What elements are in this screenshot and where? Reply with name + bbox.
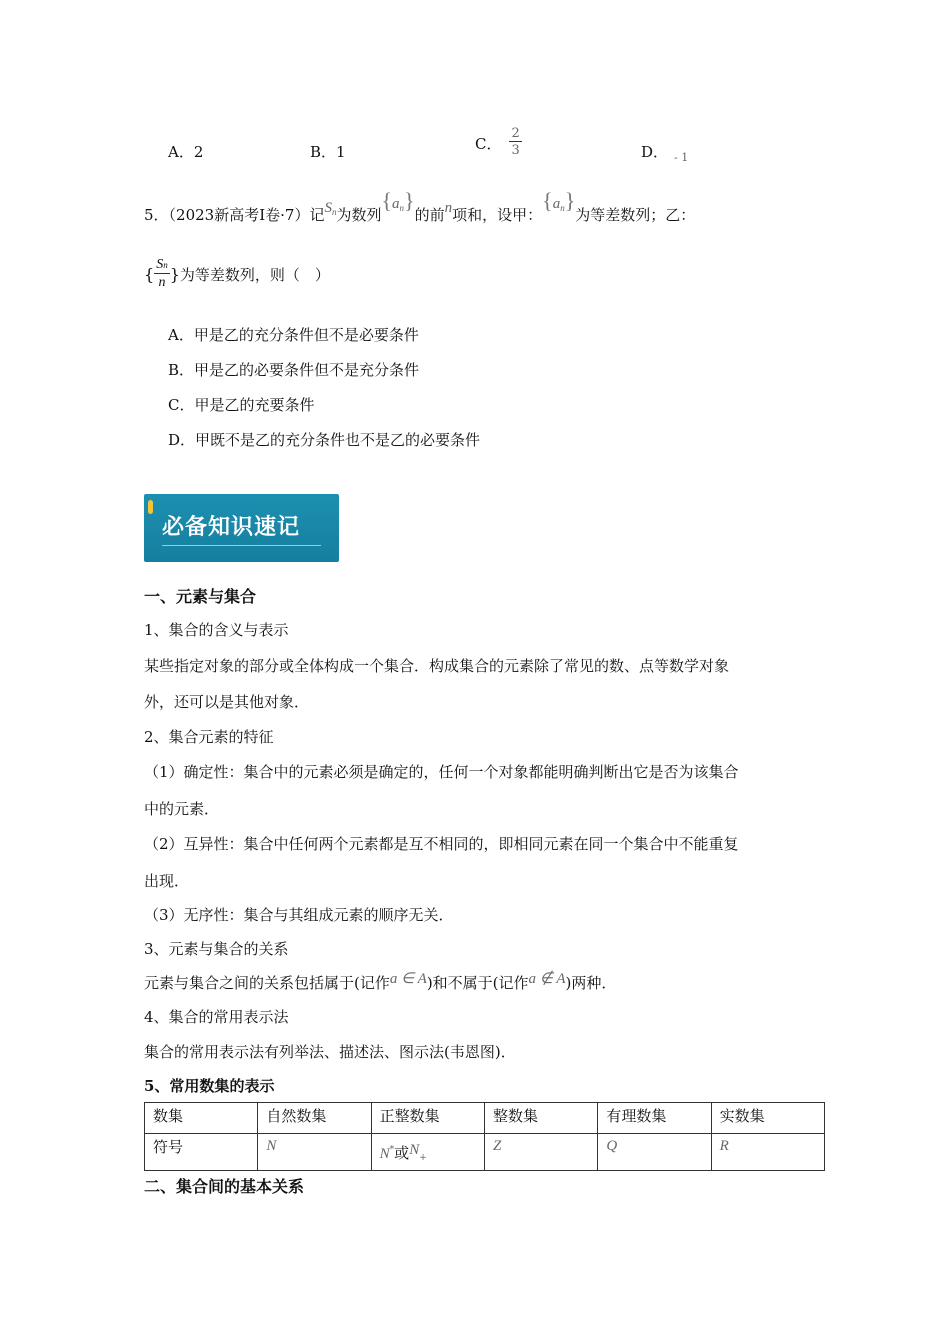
- table-cell-rational: Q: [598, 1134, 711, 1171]
- p1-title: 1、集合的含义与表示: [144, 621, 289, 639]
- q5-stem-line2: { $\frac{Sn}{n}$ } 为等差数列，则（ ）: [144, 257, 330, 290]
- table-header-cell: 自然数集: [258, 1103, 371, 1134]
- q5-choice-b: B．甲是乙的必要条件但不是充分条件: [168, 361, 420, 379]
- p4-title: 4、集合的常用表示法: [144, 1008, 289, 1026]
- p5-title: 5、常用数集的表示: [144, 1077, 275, 1095]
- banner-accent: [148, 500, 153, 514]
- p1-line2: 外，还可以是其他对象．: [144, 693, 310, 711]
- table-header-cell: 有理数集: [598, 1103, 711, 1134]
- table-header-cell: 数集: [145, 1103, 258, 1134]
- q4-option-c: C． $\frac{2}{3}$: [475, 126, 520, 158]
- section1-heading: 一、元素与集合: [144, 587, 257, 606]
- banner-title: 必备知识速记: [162, 515, 301, 540]
- table-header-cell: 实数集: [711, 1103, 824, 1134]
- table-cell-integer: Z: [484, 1134, 597, 1171]
- table-row: [145, 1134, 825, 1171]
- knowledge-banner: [144, 494, 339, 562]
- q4-option-d: D． $_{- 1}$: [641, 143, 689, 164]
- table-cell-natural: N: [258, 1134, 371, 1171]
- table-header-row: [145, 1103, 825, 1134]
- p2-item1-line1: （1）确定性：集合中的元素必须是确定的，任何一个对象都能明确判断出它是否为该集合: [144, 763, 739, 781]
- p3-line: 元素与集合之间的关系包括属于(记作a ∈ A)和不属于(记作a ∉ A)两种．: [144, 971, 617, 992]
- p2-item1-line2: 中的元素．: [144, 800, 220, 818]
- p3-title: 3、元素与集合的关系: [144, 940, 289, 958]
- table-cell-positive: N*或N+: [371, 1134, 484, 1171]
- banner-underline: [162, 545, 321, 546]
- q5-choice-d: D．甲既不是乙的充分条件也不是乙的必要条件: [168, 431, 481, 449]
- p2-item2-line2: 出现．: [144, 872, 190, 890]
- section2-heading: 二、集合间的基本关系: [144, 1177, 305, 1196]
- q5-stem-line1: 5．（2023新高考Ⅰ卷·7）记$S_n$为数列$\{a_n\}$的前n项和，设甲：$\{a_n\}$为等差数列；乙：: [144, 188, 696, 224]
- q4-option-a: A．2: [168, 143, 204, 161]
- table-header-cell: 正整数集: [371, 1103, 484, 1134]
- table-cell-label: 符号: [145, 1134, 258, 1171]
- q4-option-b: B．1: [310, 143, 346, 161]
- table-cell-real: R: [711, 1134, 824, 1171]
- p2-title: 2、集合元素的特征: [144, 728, 274, 746]
- p1-line1: 某些指定对象的部分或全体构成一个集合．构成集合的元素除了常见的数、点等数学对象: [144, 657, 730, 675]
- q5-choice-c: C．甲是乙的充要条件: [168, 396, 315, 414]
- p4-line: 集合的常用表示法有列举法、描述法、图示法(韦恩图)．: [144, 1043, 516, 1061]
- number-sets-table: [144, 1102, 825, 1171]
- table-header-cell: 整数集: [484, 1103, 597, 1134]
- q5-choice-a: A．甲是乙的充分条件但不是必要条件: [168, 326, 419, 344]
- p2-item3: （3）无序性：集合与其组成元素的顺序无关．: [144, 906, 454, 924]
- p2-item2-line1: （2）互异性：集合中任何两个元素都是互不相同的，即相同元素在同一个集合中不能重复: [144, 835, 739, 853]
